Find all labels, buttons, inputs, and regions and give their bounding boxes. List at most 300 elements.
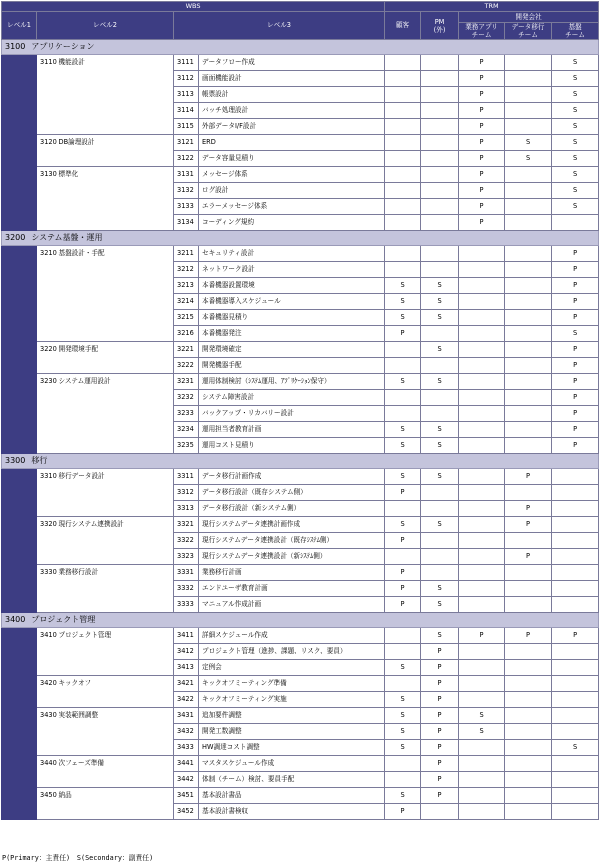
app-team-mark: P xyxy=(459,71,505,87)
level3-code: 3215 xyxy=(174,310,199,326)
infra-team-header-line1: 基盤 xyxy=(568,23,582,31)
app-team-mark: P xyxy=(459,135,505,151)
infra-team-mark xyxy=(552,692,599,708)
level3-name: 開発機器手配 xyxy=(199,358,385,374)
pm-mark: S xyxy=(421,438,459,454)
app-team-mark: S xyxy=(459,724,505,740)
level3-code: 3132 xyxy=(174,183,199,199)
level2-code: 3220 xyxy=(37,342,58,374)
infra-team-mark xyxy=(552,788,599,804)
legend-text: P(Primary：主責任) S(Secondary：副責任) xyxy=(2,854,154,862)
customer-mark xyxy=(385,119,421,135)
table-row xyxy=(2,676,599,692)
table-row xyxy=(2,708,599,724)
pm-mark: P xyxy=(421,644,459,660)
customer-header: 顧客 xyxy=(385,12,421,40)
infra-team-mark: S xyxy=(552,151,599,167)
customer-mark: S xyxy=(385,278,421,294)
level3-code: 3321 xyxy=(174,517,199,533)
app-team-mark xyxy=(459,692,505,708)
level3-code: 3451 xyxy=(174,788,199,804)
data-team-mark xyxy=(505,756,552,772)
infra-team-mark: S xyxy=(552,135,599,151)
customer-mark xyxy=(385,406,421,422)
level2-name: システム運用設計 xyxy=(58,374,174,454)
level3-code: 3111 xyxy=(174,55,199,71)
app-team-mark xyxy=(459,533,505,549)
section-name: 移行 xyxy=(31,456,48,465)
level3-code: 3234 xyxy=(174,422,199,438)
customer-mark: S xyxy=(385,788,421,804)
level3-code: 3313 xyxy=(174,501,199,517)
data-team-header xyxy=(505,23,552,40)
level3-code: 3431 xyxy=(174,708,199,724)
level3-name: 体制（チーム）検討、要員手配 xyxy=(199,772,385,788)
data-team-mark xyxy=(505,199,552,215)
level3-code: 3112 xyxy=(174,71,199,87)
pm-mark: P xyxy=(421,692,459,708)
level2-code: 3120 xyxy=(37,135,58,167)
data-team-mark xyxy=(505,676,552,692)
customer-mark: P xyxy=(385,326,421,342)
level3-code: 3235 xyxy=(174,438,199,454)
level3-name: 本番機器発注 xyxy=(199,326,385,342)
level3-code: 3214 xyxy=(174,294,199,310)
data-team-mark xyxy=(505,597,552,613)
app-team-mark xyxy=(459,342,505,358)
customer-mark xyxy=(385,71,421,87)
table-row xyxy=(2,135,599,151)
app-team-mark xyxy=(459,501,505,517)
infra-team-mark xyxy=(552,597,599,613)
data-team-mark xyxy=(505,788,552,804)
app-team-mark xyxy=(459,644,505,660)
level2-name: 実装範囲調整 xyxy=(58,708,174,756)
data-team-mark xyxy=(505,740,552,756)
customer-mark: S xyxy=(385,740,421,756)
table-row xyxy=(2,628,599,644)
pm-mark: S xyxy=(421,278,459,294)
table-row xyxy=(2,517,599,533)
infra-team-mark: S xyxy=(552,326,599,342)
level3-code: 3433 xyxy=(174,740,199,756)
data-team-mark xyxy=(505,358,552,374)
app-team-mark xyxy=(459,804,505,820)
wbs-trm-table xyxy=(1,1,599,820)
customer-mark xyxy=(385,390,421,406)
level2-code: 3330 xyxy=(37,565,58,613)
level3-name: エンドユーザ教育計画 xyxy=(199,581,385,597)
customer-mark: S xyxy=(385,724,421,740)
pm-mark: S xyxy=(421,310,459,326)
app-team-mark xyxy=(459,565,505,581)
level3-code: 3131 xyxy=(174,167,199,183)
level2-name: プロジェクト管理 xyxy=(58,628,174,676)
infra-team-mark: P xyxy=(552,246,599,262)
section-name: アプリケーション xyxy=(31,42,95,51)
pm-mark: S xyxy=(421,628,459,644)
pm-mark xyxy=(421,406,459,422)
app-team-mark xyxy=(459,422,505,438)
level3-name: キックオフミーティング準備 xyxy=(199,676,385,692)
level3-code: 3121 xyxy=(174,135,199,151)
customer-mark xyxy=(385,342,421,358)
level3-name: コーディング規約 xyxy=(199,215,385,231)
app-team-mark xyxy=(459,469,505,485)
app-team-mark: P xyxy=(459,151,505,167)
level3-name: ネットワーク設計 xyxy=(199,262,385,278)
data-team-mark: P xyxy=(505,517,552,533)
infra-team-mark: S xyxy=(552,199,599,215)
customer-mark xyxy=(385,549,421,565)
level3-name: 詳細スケジュール作成 xyxy=(199,628,385,644)
level3-name: 本番機器設置環境 xyxy=(199,278,385,294)
level3-name: 帳票設計 xyxy=(199,87,385,103)
app-team-mark xyxy=(459,788,505,804)
level3-name: HW調達コスト調整 xyxy=(199,740,385,756)
pm-mark: P xyxy=(421,676,459,692)
level3-code: 3221 xyxy=(174,342,199,358)
infra-team-mark: P xyxy=(552,628,599,644)
infra-team-mark: S xyxy=(552,167,599,183)
infra-team-mark: P xyxy=(552,374,599,390)
level3-code: 3115 xyxy=(174,119,199,135)
data-team-mark xyxy=(505,406,552,422)
customer-mark xyxy=(385,55,421,71)
level3-name: システム障害設計 xyxy=(199,390,385,406)
data-team-mark xyxy=(505,533,552,549)
data-team-mark xyxy=(505,724,552,740)
section-band-row xyxy=(2,231,599,246)
data-team-mark xyxy=(505,644,552,660)
infra-team-mark xyxy=(552,708,599,724)
customer-mark xyxy=(385,199,421,215)
level3-name: ログ設計 xyxy=(199,183,385,199)
app-team-mark: P xyxy=(459,103,505,119)
pm-mark: S xyxy=(421,294,459,310)
infra-team-mark: S xyxy=(552,103,599,119)
customer-mark xyxy=(385,246,421,262)
data-team-mark xyxy=(505,278,552,294)
infra-team-mark xyxy=(552,469,599,485)
level3-name: セキュリティ設計 xyxy=(199,246,385,262)
app-team-header-line2: チーム xyxy=(471,31,492,39)
pm-mark: P xyxy=(421,756,459,772)
table-row xyxy=(2,374,599,390)
customer-mark: S xyxy=(385,374,421,390)
customer-mark xyxy=(385,103,421,119)
infra-team-mark: P xyxy=(552,358,599,374)
section-band-row xyxy=(2,40,599,55)
pm-mark: P xyxy=(421,772,459,788)
customer-mark xyxy=(385,262,421,278)
level3-name: キックオフミーティング実施 xyxy=(199,692,385,708)
infra-team-mark: S xyxy=(552,55,599,71)
level3-code: 3421 xyxy=(174,676,199,692)
level3-code: 3441 xyxy=(174,756,199,772)
level2-code: 3110 xyxy=(37,55,58,135)
customer-mark: P xyxy=(385,533,421,549)
section-name: プロジェクト管理 xyxy=(31,615,96,624)
customer-mark: S xyxy=(385,517,421,533)
data-team-mark: P xyxy=(505,501,552,517)
infra-team-mark xyxy=(552,581,599,597)
data-team-mark xyxy=(505,772,552,788)
level3-name: 基本設計書検収 xyxy=(199,804,385,820)
infra-team-mark xyxy=(552,549,599,565)
level3-code: 3113 xyxy=(174,87,199,103)
customer-mark: S xyxy=(385,469,421,485)
level3-code: 3422 xyxy=(174,692,199,708)
level3-code: 3134 xyxy=(174,215,199,231)
infra-team-mark: P xyxy=(552,390,599,406)
table-row xyxy=(2,788,599,804)
level3-code: 3333 xyxy=(174,597,199,613)
level3-name: 現行システムデータ連携設計（既存ｼｽﾃﾑ側） xyxy=(199,533,385,549)
level3-code: 3232 xyxy=(174,390,199,406)
infra-team-mark: P xyxy=(552,438,599,454)
level3-code: 3442 xyxy=(174,772,199,788)
infra-team-mark xyxy=(552,756,599,772)
app-team-mark: P xyxy=(459,55,505,71)
pm-mark xyxy=(421,135,459,151)
app-team-mark xyxy=(459,262,505,278)
level3-code: 3233 xyxy=(174,406,199,422)
infra-team-mark: S xyxy=(552,183,599,199)
level3-name: マスタスケジュール作成 xyxy=(199,756,385,772)
data-team-mark xyxy=(505,183,552,199)
app-team-mark xyxy=(459,390,505,406)
pm-mark xyxy=(421,55,459,71)
customer-mark: S xyxy=(385,422,421,438)
customer-mark: P xyxy=(385,565,421,581)
pm-mark xyxy=(421,533,459,549)
level3-name: プロジェクト管理（進捗、課題、リスク、要員） xyxy=(199,644,385,660)
level3-code: 3412 xyxy=(174,644,199,660)
customer-mark: S xyxy=(385,438,421,454)
app-team-mark: P xyxy=(459,167,505,183)
level3-name: データ容量見積り xyxy=(199,151,385,167)
level1-cell xyxy=(2,628,37,820)
table-row xyxy=(2,55,599,71)
level2-name: キックオフ xyxy=(58,676,174,708)
infra-team-mark: P xyxy=(552,342,599,358)
level3-name: 運用体制検討（ｼｽﾃﾑ運用、ｱﾌﾟﾘｹｰｼｮﾝ保守） xyxy=(199,374,385,390)
infra-team-mark xyxy=(552,724,599,740)
app-team-mark xyxy=(459,358,505,374)
level2-name: 移行データ設計 xyxy=(58,469,174,517)
pm-mark xyxy=(421,262,459,278)
app-team-header xyxy=(459,23,505,40)
customer-mark xyxy=(385,215,421,231)
app-team-mark xyxy=(459,597,505,613)
data-team-mark xyxy=(505,55,552,71)
app-team-mark xyxy=(459,756,505,772)
level3-name: マニュアル作成計画 xyxy=(199,597,385,613)
data-team-mark: P xyxy=(505,549,552,565)
trm-header: TRM xyxy=(385,2,599,12)
level3-name: バックアップ・リカバリー設計 xyxy=(199,406,385,422)
infra-team-mark: P xyxy=(552,406,599,422)
data-team-mark xyxy=(505,485,552,501)
pm-mark xyxy=(421,358,459,374)
customer-mark: P xyxy=(385,485,421,501)
level3-name: データ移行計画作成 xyxy=(199,469,385,485)
pm-mark xyxy=(421,485,459,501)
level3-code: 3332 xyxy=(174,581,199,597)
infra-team-mark: P xyxy=(552,310,599,326)
app-team-mark: P xyxy=(459,119,505,135)
customer-mark: S xyxy=(385,294,421,310)
app-team-mark xyxy=(459,406,505,422)
app-team-mark xyxy=(459,326,505,342)
level3-name: 現行システムデータ連携設計（新ｼｽﾃﾑ側） xyxy=(199,549,385,565)
pm-mark: P xyxy=(421,788,459,804)
app-team-mark xyxy=(459,310,505,326)
level3-code: 3212 xyxy=(174,262,199,278)
pm-header xyxy=(421,12,459,40)
customer-mark: S xyxy=(385,692,421,708)
pm-mark xyxy=(421,326,459,342)
data-team-mark xyxy=(505,708,552,724)
level3-name: 運用担当者教育計画 xyxy=(199,422,385,438)
level3-code: 3213 xyxy=(174,278,199,294)
customer-mark xyxy=(385,756,421,772)
level3-name: エラーメッセージ体系 xyxy=(199,199,385,215)
level3-code: 3133 xyxy=(174,199,199,215)
pm-mark xyxy=(421,390,459,406)
app-team-mark xyxy=(459,549,505,565)
customer-mark xyxy=(385,676,421,692)
level3-code: 3411 xyxy=(174,628,199,644)
pm-mark xyxy=(421,183,459,199)
level3-name: 定例会 xyxy=(199,660,385,676)
pm-mark: P xyxy=(421,740,459,756)
section-band-row xyxy=(2,613,599,628)
level3-code: 3413 xyxy=(174,660,199,676)
pm-mark xyxy=(421,804,459,820)
level3-code: 3222 xyxy=(174,358,199,374)
data-team-header-line1: データ移行 xyxy=(511,23,545,31)
data-team-mark xyxy=(505,310,552,326)
table-row xyxy=(2,342,599,358)
data-team-mark xyxy=(505,581,552,597)
data-team-mark xyxy=(505,103,552,119)
pm-mark xyxy=(421,167,459,183)
data-team-mark xyxy=(505,246,552,262)
infra-team-mark: S xyxy=(552,71,599,87)
infra-team-mark: S xyxy=(552,740,599,756)
infra-team-mark xyxy=(552,485,599,501)
customer-mark: S xyxy=(385,708,421,724)
data-team-mark: S xyxy=(505,135,552,151)
infra-team-mark xyxy=(552,565,599,581)
level2-name: 業務移行設計 xyxy=(58,565,174,613)
level3-name: 運用コスト見積り xyxy=(199,438,385,454)
pm-mark: S xyxy=(421,342,459,358)
level2-code: 3230 xyxy=(37,374,58,454)
level3-name: 開発工数調整 xyxy=(199,724,385,740)
level1-header: レベル1 xyxy=(2,12,37,40)
section-band xyxy=(2,231,599,246)
level2-code: 3450 xyxy=(37,788,58,820)
data-team-mark xyxy=(505,804,552,820)
infra-team-mark xyxy=(552,772,599,788)
app-team-mark xyxy=(459,676,505,692)
infra-team-mark: P xyxy=(552,422,599,438)
level2-code: 3310 xyxy=(37,469,58,517)
customer-mark xyxy=(385,167,421,183)
pm-mark xyxy=(421,71,459,87)
data-team-mark xyxy=(505,71,552,87)
pm-mark: S xyxy=(421,422,459,438)
customer-mark xyxy=(385,628,421,644)
pm-mark xyxy=(421,246,459,262)
pm-mark: S xyxy=(421,581,459,597)
level3-code: 3122 xyxy=(174,151,199,167)
level3-header: レベル3 xyxy=(174,12,385,40)
section-code: 3100 xyxy=(5,42,26,51)
pm-mark: S xyxy=(421,597,459,613)
level2-code: 3440 xyxy=(37,756,58,788)
customer-mark xyxy=(385,644,421,660)
app-team-mark: P xyxy=(459,199,505,215)
app-team-mark xyxy=(459,278,505,294)
table-row xyxy=(2,756,599,772)
level3-name: 業務移行計画 xyxy=(199,565,385,581)
table-row xyxy=(2,565,599,581)
customer-mark: S xyxy=(385,310,421,326)
pm-mark: S xyxy=(421,469,459,485)
pm-mark: P xyxy=(421,724,459,740)
level2-name: 機能設計 xyxy=(58,55,174,135)
level3-name: データ移行設計（既存システム側） xyxy=(199,485,385,501)
level3-name: バッチ処理設計 xyxy=(199,103,385,119)
level2-name: 開発環境手配 xyxy=(58,342,174,374)
section-band xyxy=(2,613,599,628)
data-team-mark xyxy=(505,294,552,310)
wbs-table-body xyxy=(2,40,599,820)
level3-code: 3231 xyxy=(174,374,199,390)
app-team-mark: S xyxy=(459,708,505,724)
level2-name: 納品 xyxy=(58,788,174,820)
data-team-mark xyxy=(505,374,552,390)
pm-mark: P xyxy=(421,708,459,724)
section-code: 3400 xyxy=(5,615,26,624)
level2-code: 3320 xyxy=(37,517,58,565)
pm-mark xyxy=(421,119,459,135)
level3-name: ERD xyxy=(199,135,385,151)
dev-company-header: 開発会社 xyxy=(459,12,599,23)
infra-team-mark xyxy=(552,676,599,692)
app-team-mark xyxy=(459,517,505,533)
data-team-mark: S xyxy=(505,151,552,167)
app-team-mark xyxy=(459,740,505,756)
level2-name: 現行システム連携設計 xyxy=(58,517,174,565)
pm-mark xyxy=(421,103,459,119)
customer-mark xyxy=(385,358,421,374)
app-team-mark xyxy=(459,581,505,597)
data-team-mark: P xyxy=(505,628,552,644)
level1-cell xyxy=(2,55,37,231)
level3-code: 3331 xyxy=(174,565,199,581)
app-team-mark xyxy=(459,660,505,676)
level2-code: 3430 xyxy=(37,708,58,756)
level3-code: 3216 xyxy=(174,326,199,342)
level2-name: 次フェーズ準備 xyxy=(58,756,174,788)
pm-mark xyxy=(421,501,459,517)
app-team-mark: P xyxy=(459,628,505,644)
